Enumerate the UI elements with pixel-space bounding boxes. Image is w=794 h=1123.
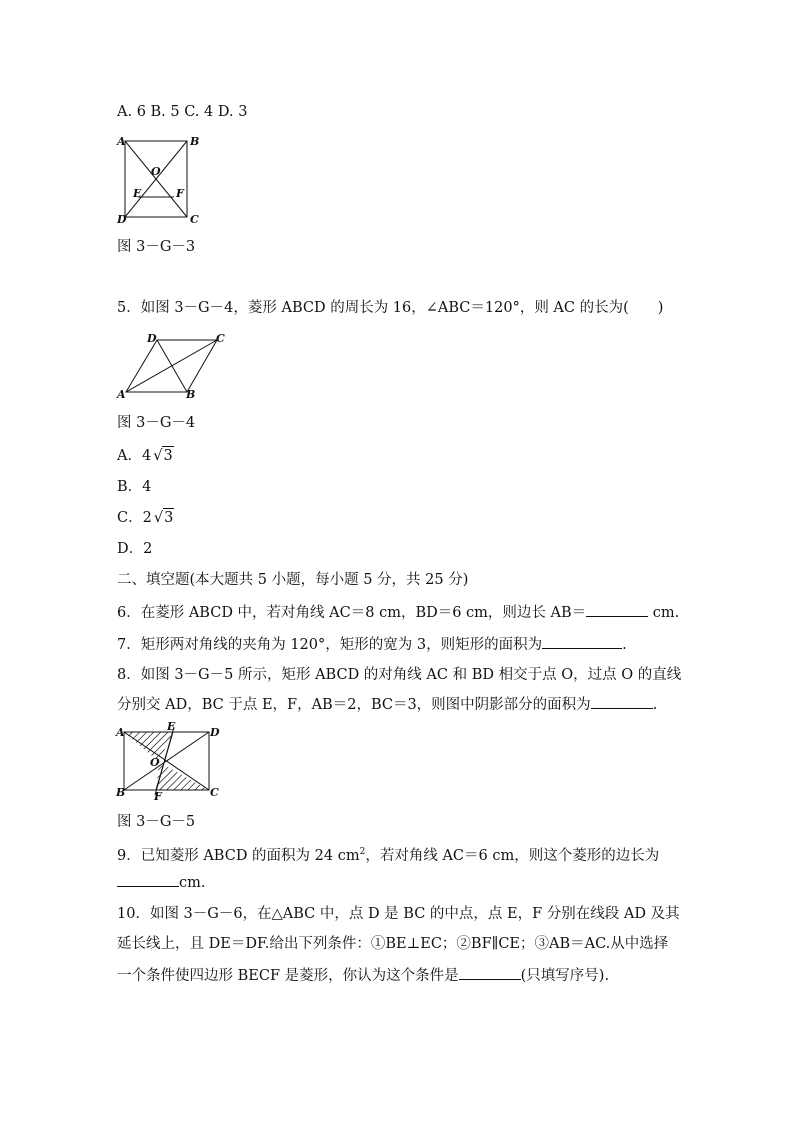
- label-C: C: [190, 213, 199, 226]
- section-heading: 二、填空题(本大题共 5 小题，每小题 5 分，共 25 分): [117, 572, 469, 588]
- label-C: C: [216, 332, 225, 345]
- label-B: B: [190, 135, 200, 148]
- label-A: A: [117, 388, 126, 401]
- label-O: O: [150, 756, 160, 769]
- figure-3-g-5: [114, 722, 224, 802]
- label-B: B: [186, 388, 196, 401]
- label-E: E: [133, 187, 142, 200]
- answer-blank: [542, 634, 622, 649]
- figure-caption: 图 3－G－3: [117, 239, 196, 255]
- label-E: E: [167, 720, 176, 733]
- q8-line2: 分别交 AD，BC 于点 E，F，AB＝2，BC＝3，则图中阴影部分的面积为 .: [117, 694, 657, 715]
- sqrt-symbol: √3: [153, 448, 173, 464]
- label-F: F: [176, 187, 184, 200]
- label-B: B: [116, 786, 126, 799]
- q7: 7．矩形两对角线的夹角为 120°，矩形的宽为 3，则矩形的面积为 .: [117, 634, 627, 655]
- answer-blank: [591, 694, 653, 709]
- figure-caption: 图 3－G－5: [117, 814, 196, 830]
- q8-line1: 8．如图 3－G－5 所示，矩形 ABCD 的对角线 AC 和 BD 相交于点 O，过点 O 的直线: [117, 667, 682, 683]
- q10-line3: 一个条件使四边形 BECF 是菱形，你认为这个条件是 (只填写序号).: [117, 965, 609, 986]
- q10-line1: 10．如图 3－G－6，在△ABC 中，点 D 是 BC 的中点，点 E，F 分别在线段 AD 及其: [117, 906, 680, 922]
- label-D: D: [147, 332, 157, 345]
- q5-option-d: D．2: [117, 541, 153, 557]
- sqrt-symbol: √3: [153, 510, 174, 526]
- figure-caption: 图 3－G－4: [117, 415, 196, 431]
- label-A: A: [116, 726, 125, 739]
- label-D: D: [210, 726, 220, 739]
- answer-blank: [459, 965, 521, 980]
- label-F: F: [154, 790, 162, 803]
- q5-option-a: A．4 √3: [117, 448, 173, 464]
- answer-blank: [117, 872, 179, 887]
- label-C: C: [210, 786, 219, 799]
- answer-blank: [586, 602, 648, 617]
- q9-line2: cm.: [117, 872, 205, 893]
- q5-option-b: B．4: [117, 479, 152, 495]
- q5-option-c: C．2 √3: [117, 510, 174, 526]
- q9-line1: 9．已知菱形 ABCD 的面积为 24 $cm^2$，若对角线 AC＝6 cm，则这个菱形的边长为: [117, 847, 660, 864]
- figure-3-g-4: [114, 330, 234, 402]
- label-O: O: [151, 165, 161, 178]
- label-A: A: [117, 135, 126, 148]
- label-D: D: [117, 213, 127, 226]
- q4-options: A. 6 B. 5 C. 4 D. 3: [117, 104, 248, 120]
- q10-line2: 延长线上，且 DE＝DF.给出下列条件：①BE⊥EC；②BF∥CE；③AB＝AC.从中选择: [117, 936, 669, 952]
- q5-stem: 5．如图 3－G－4，菱形 ABCD 的周长为 16，∠ABC＝120°，则 AC 的长为( ): [117, 300, 664, 316]
- figure-3-g-3: [114, 134, 204, 226]
- q6: 6．在菱形 ABCD 中，若对角线 AC＝8 cm，BD＝6 cm，则边长 AB＝ cm.: [117, 602, 679, 623]
